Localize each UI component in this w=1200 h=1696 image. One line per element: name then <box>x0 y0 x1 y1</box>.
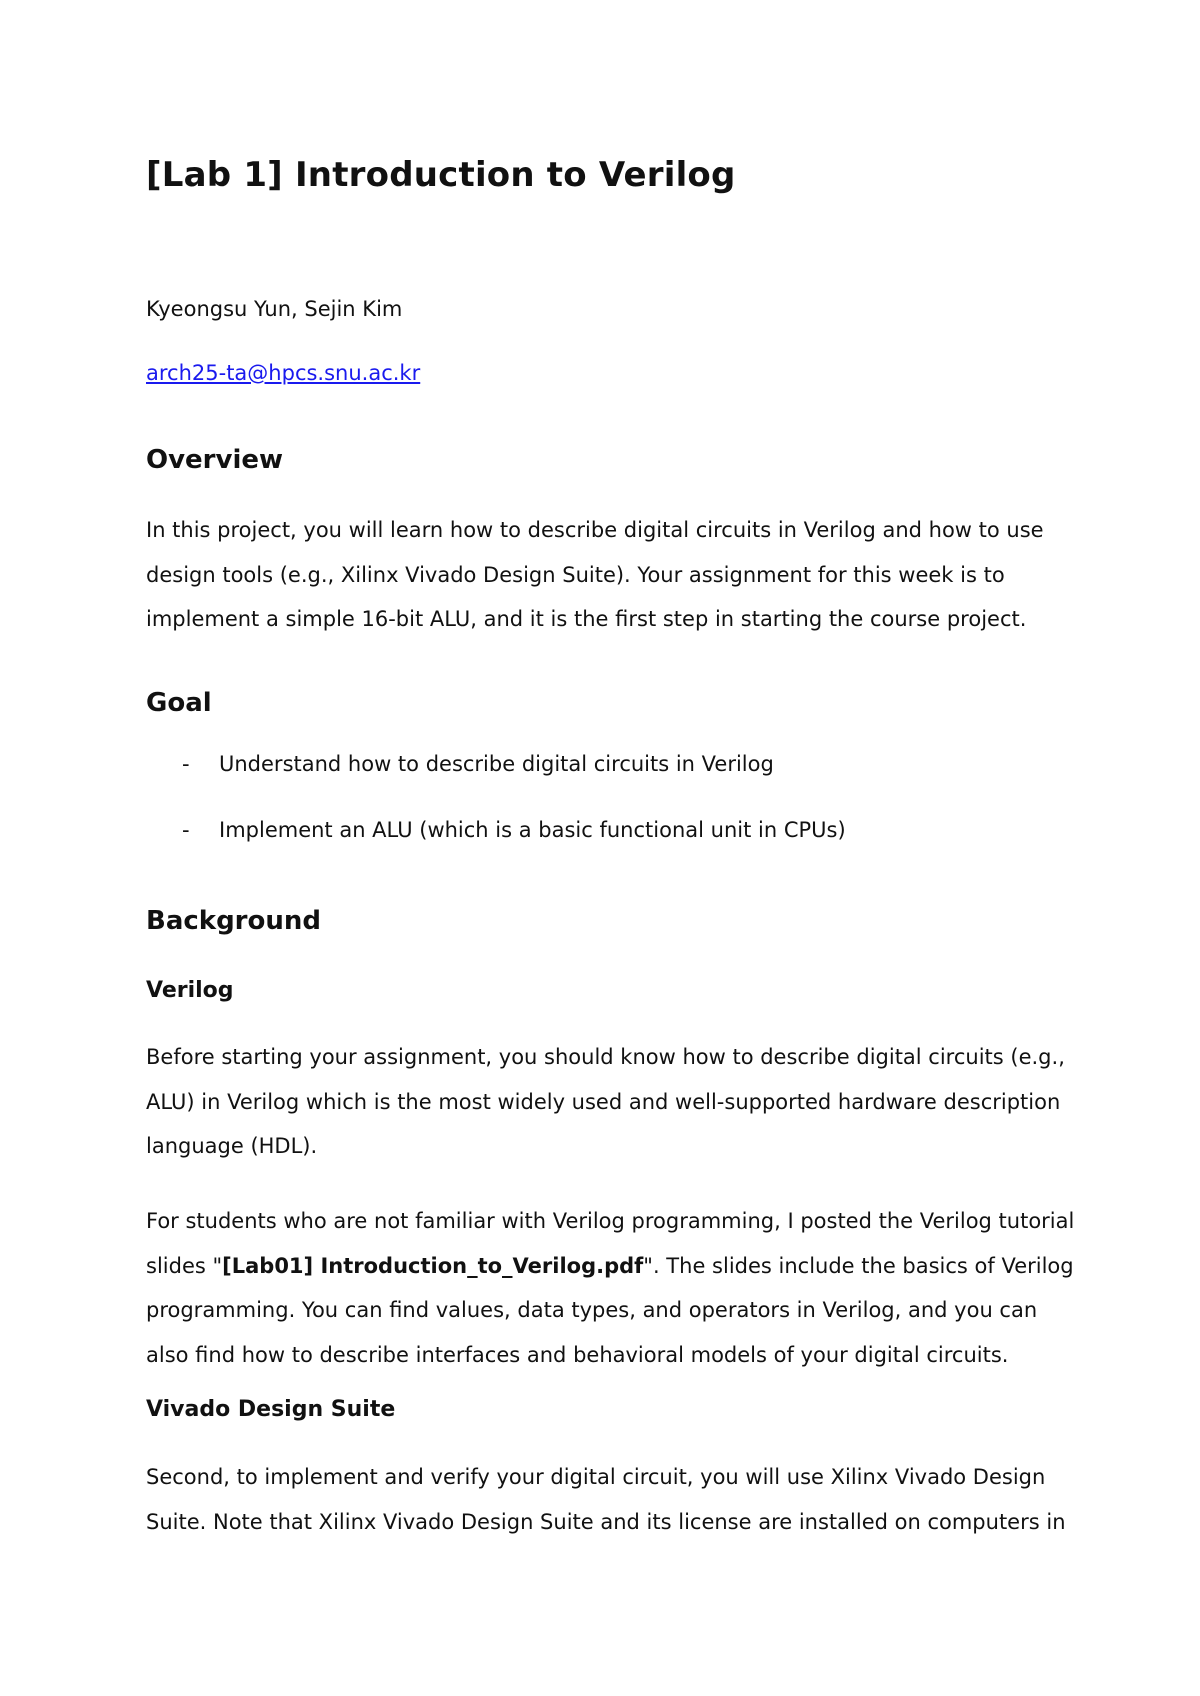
overview-line: In this project, you will learn how to describe digital circuits in Verilog and how to use <box>146 518 1044 542</box>
paragraph-line: Before starting your assignment, you should know how to describe digital circuits (e.g., <box>146 1045 1065 1069</box>
dash-bullet-icon: - <box>182 752 190 776</box>
overview-line: design tools (e.g., Xilinx Vivado Design Suite). Your assignment for this week is to <box>146 562 1005 587</box>
background-heading: Background <box>146 906 321 936</box>
vivado-subheading: Vivado Design Suite <box>146 1397 396 1422</box>
goal-item-text: Implement an ALU (which is a basic functional unit in CPUs) <box>219 818 846 842</box>
verilog-subheading: Verilog <box>146 978 234 1003</box>
slides-text-before: slides " <box>146 1253 223 1278</box>
paragraph-line: For students who are not familiar with Verilog programming, I posted the Verilog tutorial <box>146 1209 1075 1233</box>
slides-text-after: ". The slides include the basics of Verilog <box>643 1253 1074 1278</box>
goal-item-text: Understand how to describe digital circuits in Verilog <box>219 752 774 776</box>
paragraph-line: Second, to implement and verify your digital circuit, you will use Xilinx Vivado Design <box>146 1465 1046 1489</box>
verilog-paragraph-2 <box>146 1199 1075 1377</box>
paragraph-line: Suite. Note that Xilinx Vivado Design Suite and its license are installed on computers in <box>146 1509 1066 1534</box>
goal-list <box>146 752 1066 884</box>
overview-line: implement a simple 16-bit ALU, and it is the first step in starting the course project. <box>146 607 1027 631</box>
paragraph-line: language (HDL). <box>146 1134 318 1158</box>
vivado-paragraph <box>146 1455 1066 1544</box>
verilog-paragraph-1 <box>146 1035 1066 1169</box>
dash-bullet-icon: - <box>182 818 190 842</box>
author-names: Kyeongsu Yun, Sejin Kim <box>146 297 403 321</box>
slides-filename: [Lab01] Introduction_to_Verilog.pdf <box>222 1253 644 1278</box>
list-item <box>146 752 1066 818</box>
contact-email-link[interactable]: arch25-ta@hpcs.snu.ac.kr <box>146 361 421 385</box>
document-title: [Lab 1] Introduction to Verilog <box>146 155 736 195</box>
overview-paragraph <box>146 508 1066 642</box>
overview-heading: Overview <box>146 445 284 475</box>
paragraph-line: programming. You can find values, data types, and operators in Verilog, and you can <box>146 1298 1038 1322</box>
goal-heading: Goal <box>146 688 212 718</box>
paragraph-line: also find how to describe interfaces and behavioral models of your digital circuits. <box>146 1342 1009 1367</box>
list-item <box>146 818 1066 884</box>
paragraph-line: ALU) in Verilog which is the most widely used and well-supported hardware description <box>146 1089 1061 1114</box>
paragraph-line <box>146 1244 1074 1289</box>
